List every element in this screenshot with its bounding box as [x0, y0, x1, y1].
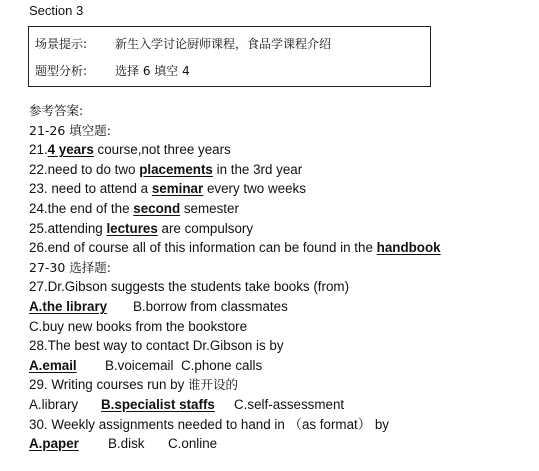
question-27-option-c: C.buy new books from the bookstore	[29, 318, 248, 334]
question-21	[29, 140, 534, 160]
fill-heading-text: 21-26 填空题:	[29, 122, 112, 138]
question-22	[29, 160, 534, 180]
q22-answer: placements	[139, 161, 213, 177]
info-box	[28, 26, 431, 87]
q24-prefix: 24.the end of the	[29, 200, 134, 216]
q26-prefix: 26.end of course all of this information can be found in the	[29, 240, 377, 256]
q21-suffix: course,not three years	[93, 142, 231, 158]
choice-heading	[29, 258, 534, 278]
q26-answer: handbook	[376, 240, 441, 256]
question-23	[29, 179, 534, 199]
q28-option-c: C.phone calls	[181, 357, 263, 373]
question-29-options	[29, 395, 534, 415]
q25-suffix: are compulsory	[157, 220, 254, 236]
question-28: 28.The best way to contact Dr.Gibson is by	[29, 338, 284, 354]
scene-value: 新生入学讨论厨师课程，食品学课程介绍	[115, 37, 332, 51]
q22-prefix: 22.need to do two	[29, 161, 140, 177]
q30-option-b: B.disk	[108, 436, 145, 452]
q22-suffix: in the 3rd year	[212, 161, 303, 177]
scene-row	[35, 36, 331, 52]
answers-heading: 参考答案:	[29, 103, 84, 118]
question-27: 27.Dr.Gibson suggests the students take books (from)	[29, 279, 350, 295]
q27-option-a: A.the library	[29, 298, 108, 314]
q29-option-b: B.specialist staffs	[101, 396, 215, 412]
q29-option-a: A.library	[29, 396, 79, 412]
q24-answer: second	[133, 200, 181, 216]
question-26	[29, 238, 534, 258]
question-28-options	[29, 356, 534, 376]
question-27-options-1	[29, 297, 534, 317]
choice-heading-text: 27-30 选择题:	[29, 259, 112, 275]
type-label: 题型分析:	[35, 64, 88, 78]
q29-option-c: C.self-assessment	[234, 396, 345, 412]
q23-prefix: 23. need to attend a	[29, 181, 152, 197]
q28-option-b: B.voicemail	[105, 357, 174, 373]
q21-answer: 4 years	[47, 142, 94, 158]
q21-prefix: 21.	[29, 142, 48, 158]
q24-suffix: semester	[180, 200, 239, 216]
q30-option-c: C.online	[168, 436, 218, 452]
q30-option-a: A.paper	[29, 436, 79, 452]
type-value: 选择 6 填空 4	[115, 64, 190, 78]
q25-prefix: 25.attending	[29, 220, 107, 236]
question-29	[29, 375, 534, 395]
answer-key	[29, 101, 534, 454]
q29-question-en: 29. Writing courses run by	[29, 377, 185, 393]
q29-question-cn: 谁开设的	[188, 377, 239, 393]
q28-option-a: A.email	[29, 357, 77, 373]
q27-option-b: B.borrow from classmates	[133, 298, 288, 314]
q23-suffix: every two weeks	[203, 181, 306, 197]
question-24	[29, 199, 534, 219]
q25-answer: lectures	[106, 220, 158, 236]
scene-label: 场景提示:	[35, 37, 88, 51]
type-row	[35, 63, 190, 79]
section-title: Section 3	[29, 3, 84, 18]
q23-answer: seminar	[151, 181, 204, 197]
fill-heading	[29, 121, 534, 141]
question-25	[29, 219, 534, 239]
question-30-options	[29, 434, 534, 454]
question-30: 30. Weekly assignments needed to hand in （as format） by	[29, 416, 390, 432]
